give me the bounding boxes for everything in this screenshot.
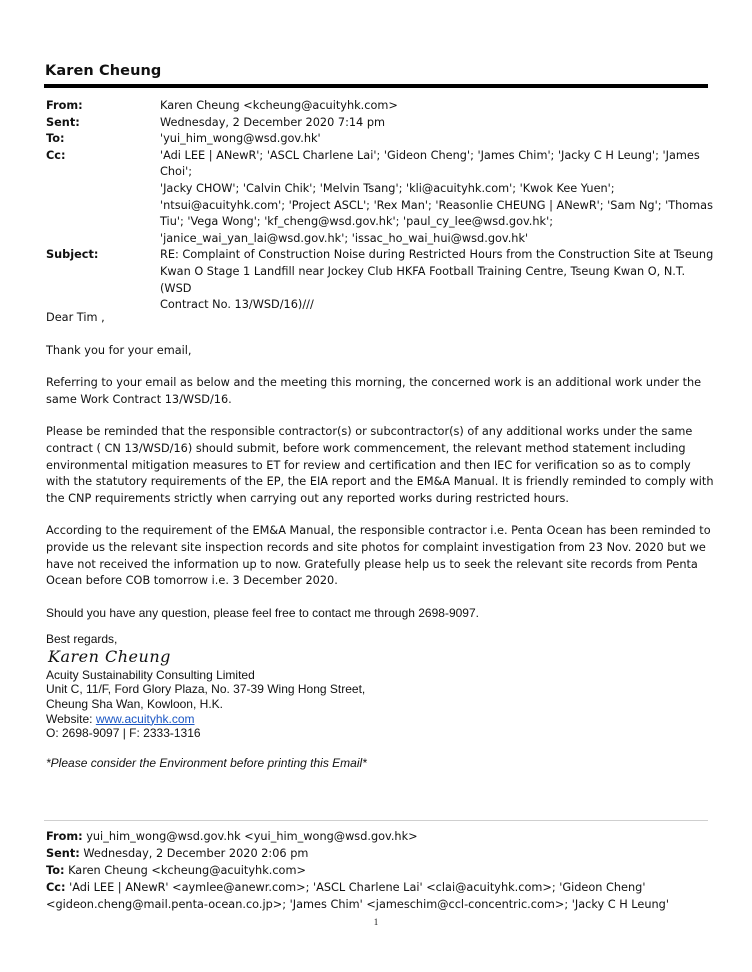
cc-line: 'Adi LEE | ANewR'; 'ASCL Charlene Lai'; 'Gideon Cheng'; 'James Chim'; 'Jacky C H Leung'; 'James Choi'; <box>160 148 700 179</box>
fwd-to-value: Karen Cheung <kcheung@acuityhk.com> <box>64 864 306 877</box>
forward-separator <box>44 820 708 821</box>
signature-script-name: Karen Cheung <box>48 646 171 666</box>
fwd-cc-value: 'Adi LEE | ANewR' <aymlee@anewr.com>; 'ASCL Charlene Lai' <clai@acuityhk.com>; 'Gideon Cheng' <box>65 881 646 894</box>
page-number: 1 <box>373 917 379 927</box>
signature-phone: O: 2698-9097 | F: 2333-1316 <box>46 726 201 741</box>
sent-row <box>46 115 716 132</box>
cc-value <box>160 148 716 248</box>
sent-label: Sent: <box>46 115 80 129</box>
signature-address: Cheung Sha Wan, Kowloon, H.K. <box>46 696 223 711</box>
regards: Best regards, <box>46 631 118 646</box>
fwd-from-label: From: <box>46 830 83 843</box>
fwd-cc-label: Cc: <box>46 881 66 894</box>
cc-line: 'Jacky CHOW'; 'Calvin Chik'; 'Melvin Tsang'; 'kli@acuityhk.com'; 'Kwok Kee Yuen'; <box>160 181 615 195</box>
signature-company: Acuity Sustainability Consulting Limited <box>46 667 255 682</box>
signature-website-row <box>46 712 714 727</box>
forwarded-to <box>46 862 714 879</box>
greeting: Dear Tim , <box>46 311 105 324</box>
website-link[interactable]: www.acuityhk.com <box>95 711 195 726</box>
fwd-from-value: yui_him_wong@wsd.gov.hk <yui_him_wong@wsd.gov.hk> <box>82 830 418 843</box>
from-row <box>46 98 716 115</box>
cc-line: Tiu'; 'Vega Wong'; 'kf_cheng@wsd.gov.hk'; 'paul_cy_lee@wsd.gov.hk'; <box>160 215 554 229</box>
body-paragraph: According to the requirement of the EM&A Manual, the responsible contractor i.e. Penta Ocean has been reminded to provide us the relevant site inspection records and site photos for complaint investigation from 23 Nov. 2020 but we have not received the information up to now. Gratefully please help us to seek the relevant site records from Penta Ocean before COB tomorrow i.e. 3 December 2020. <box>46 524 711 588</box>
sent-value: Wednesday, 2 December 2020 7:14 pm <box>160 115 386 129</box>
title-rule <box>44 84 708 88</box>
subject-value <box>160 247 716 313</box>
subject-label: Subject: <box>46 248 99 262</box>
signature-block <box>46 668 714 741</box>
website-label: Website: <box>46 711 96 726</box>
cc-row <box>46 148 716 248</box>
cc-line: 'janice_wai_yan_lai@wsd.gov.hk'; 'issac_ho_wai_hui@wsd.gov.hk' <box>160 231 529 245</box>
email-header <box>46 98 716 314</box>
cc-line: 'ntsui@acuityhk.com'; 'Project ASCL'; 'Rex Man'; 'Reasonlie CHEUNG | ANewR'; 'Sam Ng'; 'Thomas <box>160 198 713 212</box>
fwd-sent-value: Wednesday, 2 December 2020 2:06 pm <box>79 847 309 860</box>
to-label: To: <box>46 132 65 146</box>
subject-line: RE: Complaint of Construction Noise during Restricted Hours from the Construction Site at Tseung <box>160 248 714 262</box>
fwd-to-label: To: <box>46 864 65 877</box>
forwarded-cc-cont: <gideon.cheng@mail.penta-ocean.co.jp>; 'James Chim' <jameschim@ccl-concentric.com>; 'Jacky C H Leung' <box>46 898 669 911</box>
from-value: Karen Cheung <kcheung@acuityhk.com> <box>160 99 398 112</box>
forwarded-sent <box>46 845 714 862</box>
body-paragraph: Referring to your email as below and the meeting this morning, the concerned work is an additional work under the same Work Contract 13/WSD/16. <box>46 376 702 406</box>
subject-line: Kwan O Stage 1 Landfill near Jockey Club HKFA Football Training Centre, Tseung Kwan O, N.T. (WSD <box>160 264 686 295</box>
cc-label: Cc: <box>46 148 66 162</box>
fwd-sent-label: Sent: <box>46 847 80 860</box>
body-paragraph: Thank you for your email, <box>46 343 192 357</box>
from-label: From: <box>46 99 83 112</box>
forwarded-header <box>46 828 714 913</box>
body-paragraph: Please be reminded that the responsible contractor(s) or subcontractor(s) of any additional works under the same contract ( CN 13/WSD/16) should submit, before work commencement, the relevant method statement including environmental mitigation measures to ET for review and certification and then IEC for verification so as to comply with the statutory requirements of the EP, the EIA report and the EM&A Manual. It is friendly reminded to comply with the CNP requirements strictly when carrying out any reported works during restricted hours. <box>46 425 714 505</box>
body-paragraph: Should you have any question, please feel free to contact me through 2698-9097. <box>46 605 479 620</box>
to-value: 'yui_him_wong@wsd.gov.hk' <box>160 132 321 146</box>
subject-line: Contract No. 13/WSD/16)/// <box>160 298 314 312</box>
subject-row <box>46 247 716 313</box>
to-row <box>46 131 716 148</box>
forwarded-cc <box>46 879 714 896</box>
environment-note: *Please consider the Environment before printing this Email* <box>46 755 367 770</box>
email-body <box>46 310 714 771</box>
signature-address: Unit C, 11/F, Ford Glory Plaza, No. 37-39 Wing Hong Street, <box>46 682 366 697</box>
sender-title: Karen Cheung <box>45 63 162 79</box>
forwarded-from <box>46 828 714 845</box>
